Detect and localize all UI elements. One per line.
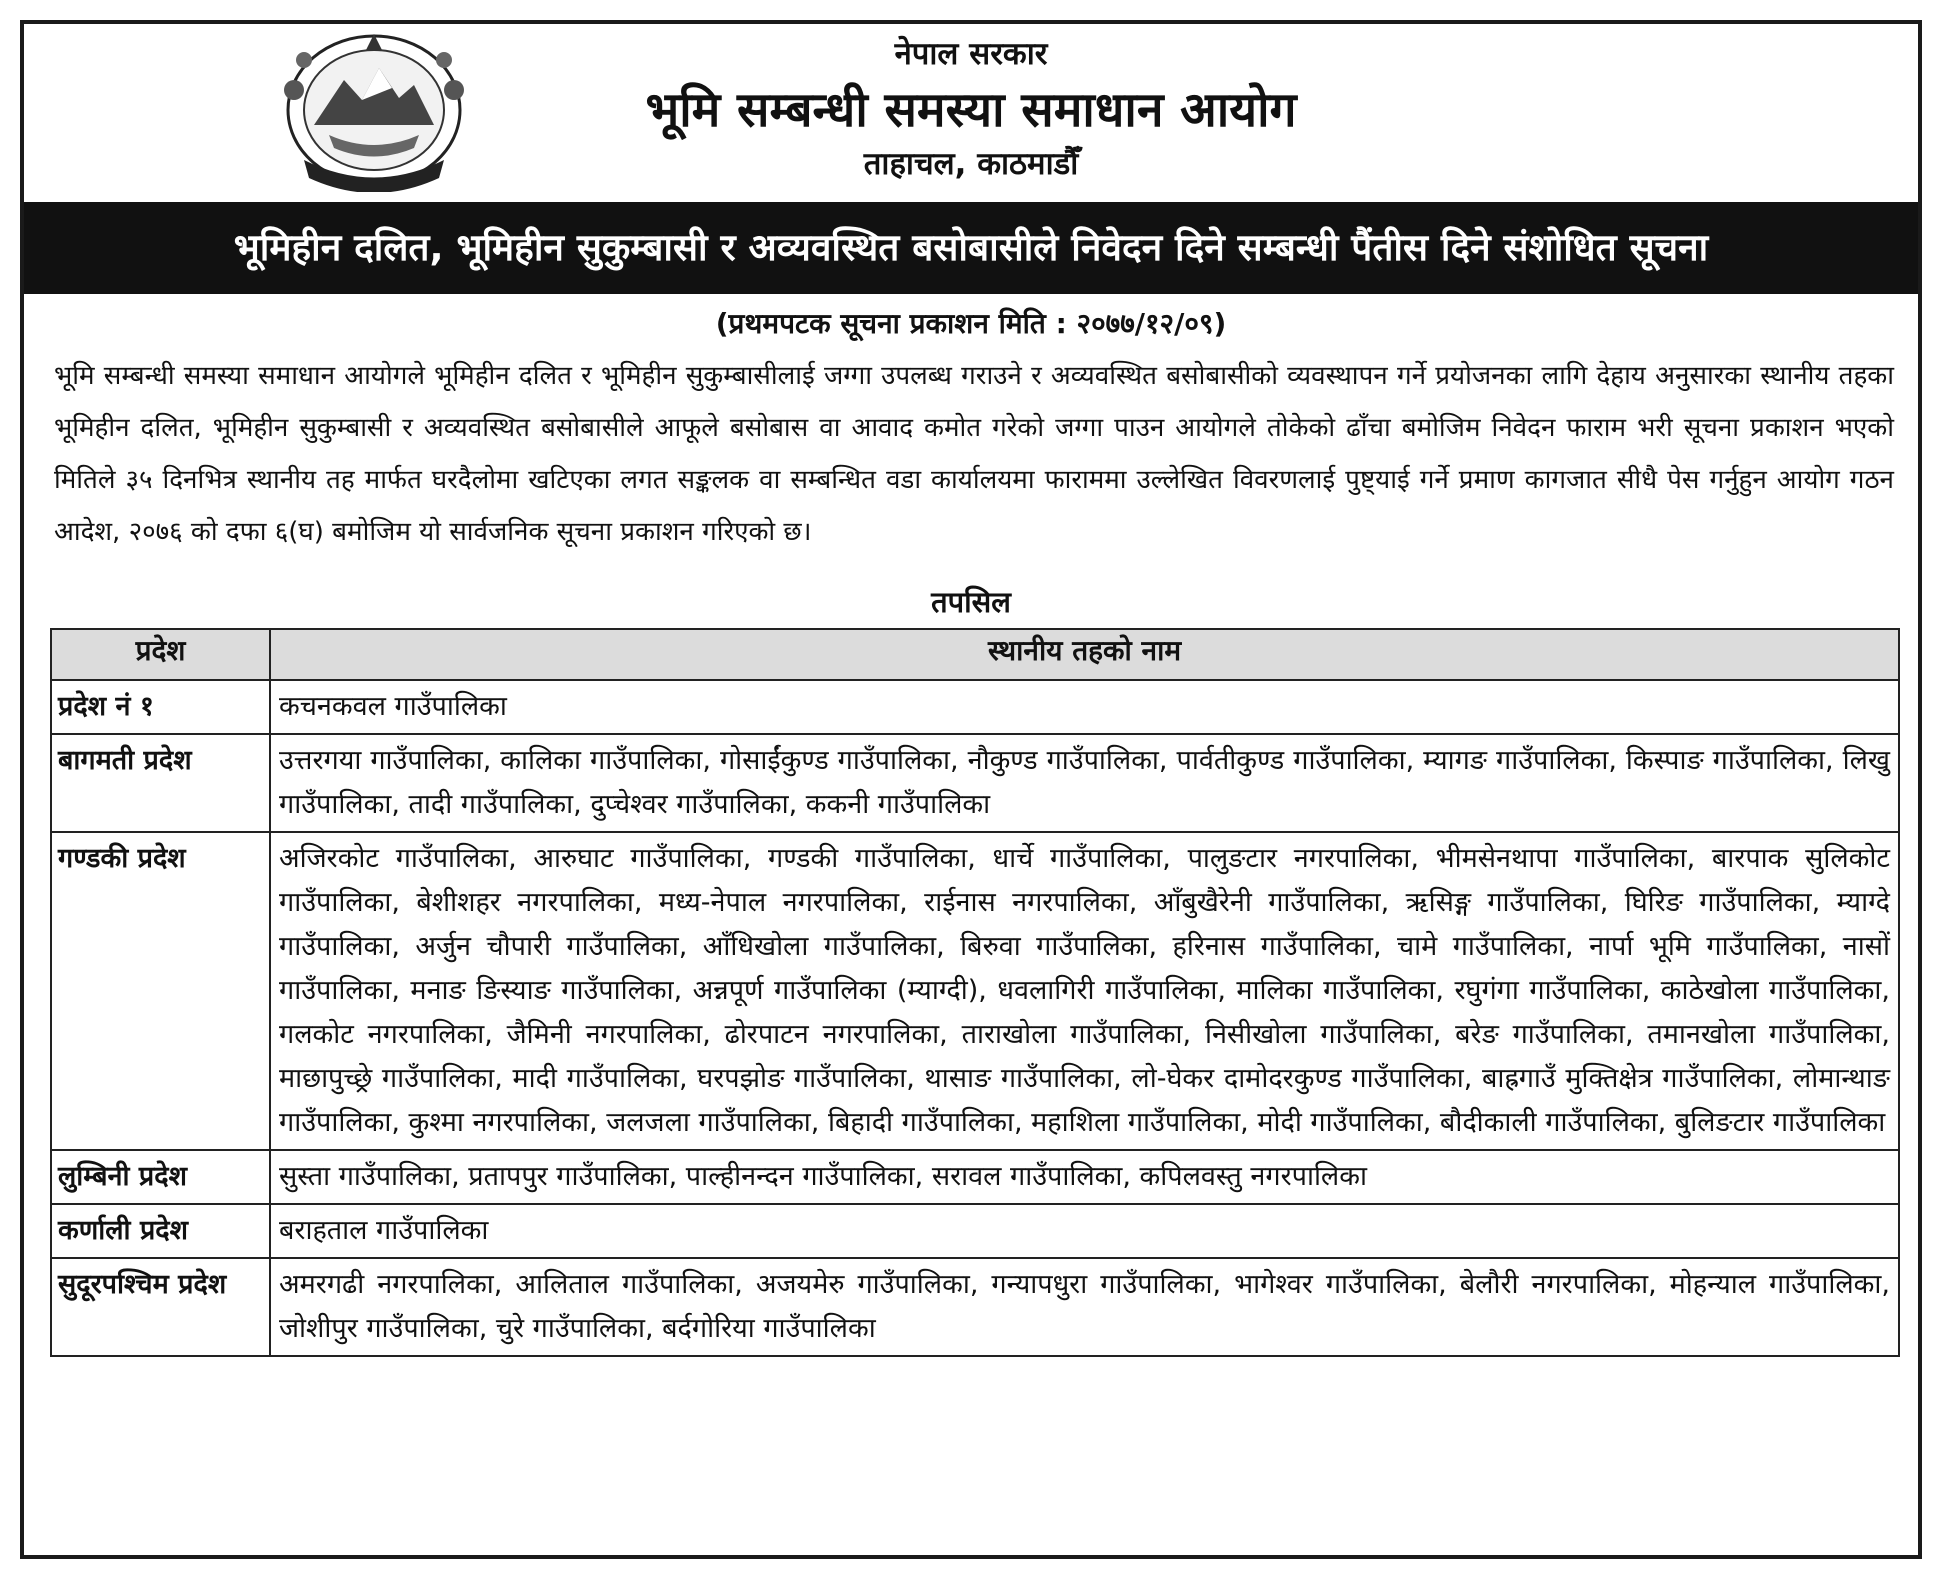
local-levels-cell: कचनकवल गाउँपालिका [270, 680, 1899, 734]
table-row [51, 680, 1899, 734]
province-cell: सुदूरपश्चिम प्रदेश [51, 1258, 270, 1356]
province-column-header: प्रदेश [51, 629, 270, 680]
government-name: नेपाल सरकार [894, 36, 1048, 72]
province-cell: कर्णाली प्रदेश [51, 1204, 270, 1258]
notice-frame [20, 20, 1922, 1559]
local-levels-cell: बराहताल गाउँपालिका [270, 1204, 1899, 1258]
province-cell: लुम्बिनी प्रदेश [51, 1150, 270, 1204]
table-row [51, 1150, 1899, 1204]
first-publication-date: (प्रथमपटक सूचना प्रकाशन मिति : २०७७/१२/०९) [715, 307, 1227, 340]
table-row [51, 734, 1899, 832]
header [24, 24, 1918, 202]
commission-name: भूमि सम्बन्धी समस्या समाधान आयोग [645, 82, 1297, 138]
province-cell: बागमती प्रदेश [51, 734, 270, 832]
local-levels-column-header: स्थानीय तहको नाम [270, 629, 1899, 680]
local-levels-cell: सुस्ता गाउँपालिका, प्रतापपुर गाउँपालिका, पाल्हीनन्दन गाउँपालिका, सरावल गाउँपालिका, कपिलवस्तु नगरपालिका [270, 1150, 1899, 1204]
table-row [51, 1258, 1899, 1356]
table-header-row [51, 629, 1899, 680]
table-row [51, 1204, 1899, 1258]
table-row [51, 832, 1899, 1150]
commission-address: ताहाचल, काठमाडौँ [863, 146, 1079, 182]
local-levels-cell: अजिरकोट गाउँपालिका, आरुघाट गाउँपालिका, गण्डकी गाउँपालिका, धार्चे गाउँपालिका, पालुङटार नगरपालिका, भीमसेनथापा गाउँपालिका, बारपाक सुलिकोट गाउँपालिका, बेशीशहर नगरपालिका, मध्य-नेपाल नगरपालिका, राईनास नगरपालिका, आँबुखैरेनी गाउँपालिका, ऋसिङ्ग गाउँपालिका, घिरिङ गाउँपालिका, म्याग्दे गाउँपालिका, अर्जुन चौपारी गाउँपालिका, आँधिखोला गाउँपालिका, बिरुवा गाउँपालिका, हरिनास गाउँपालिका, चामे गाउँपालिका, नार्पा भूमि गाउँपालिका, नासों गाउँपालिका, मनाङ ङिस्याङ गाउँपालिका, अन्नपूर्ण गाउँपालिका (म्याग्दी), धवलागिरी गाउँपालिका, मालिका गाउँपालिका, रघुगंगा गाउँपालिका, काठेखोला गाउँपालिका, गलकोट नगरपालिका, जैमिनी नगरपालिका, ढोरपाटन नगरपालिका, ताराखोला गाउँपालिका, निसीखोला गाउँपालिका, बरेङ गाउँपालिका, तमानखोला गाउँपालिका, माछापुच्छ्रे गाउँपालिका, मादी गाउँपालिका, घरपझोङ गाउँपालिका, थासाङ गाउँपालिका, लो-घेकर दामोदरकुण्ड गाउँपालिका, बाह्रगाउँ मुक्तिक्षेत्र गाउँपालिका, लोमान्थाङ गाउँपालिका, कुश्मा नगरपालिका, जलजला गाउँपालिका, बिहादी गाउँपालिका, महाशिला गाउँपालिका, मोदी गाउँपालिका, बौदीकाली गाउँपालिका, बुलिङटार गाउँपालिका [270, 832, 1899, 1150]
local-levels-cell: उत्तरगया गाउँपालिका, कालिका गाउँपालिका, गोसाईंकुण्ड गाउँपालिका, नौकुण्ड गाउँपालिका, पार्वतीकुण्ड गाउँपालिका, म्यागङ गाउँपालिका, किस्पाङ गाउँपालिका, लिखु गाउँपालिका, तादी गाउँपालिका, दुप्चेश्वर गाउँपालिका, ककनी गाउँपालिका [270, 734, 1899, 832]
notice-title: भूमिहीन दलित, भूमिहीन सुकुम्बासी र अव्यवस्थित बसोबासीले निवेदन दिने सम्बन्धी पैंतीस दिने संशोधित सूचना [24, 202, 1918, 294]
local-levels-table [50, 628, 1900, 1357]
local-levels-cell: अमरगढी नगरपालिका, आलिताल गाउँपालिका, अजयमेरु गाउँपालिका, गन्यापधुरा गाउँपालिका, भागेश्वर गाउँपालिका, बेलौरी नगरपालिका, मोहन्याल गाउँपालिका, जोशीपुर गाउँपालिका, चुरे गाउँपालिका, बर्दगोरिया गाउँपालिका [270, 1258, 1899, 1356]
province-cell: प्रदेश नं १ [51, 680, 270, 734]
annex-label: तपसिल [931, 585, 1011, 619]
notice-body: भूमि सम्बन्धी समस्या समाधान आयोगले भूमिहीन दलित र भूमिहीन सुकुम्बासीलाई जग्गा उपलब्ध गराउने र अव्यवस्थित बसोबासीको व्यवस्थापन गर्ने प्रयोजनका लागि देहाय अनुसारका स्थानीय तहका भूमिहीन दलित, भूमिहीन सुकुम्बासी र अव्यवस्थित बसोबासीले आफूले बसोबास वा आवाद कमोत गरेको जग्गा पाउन आयोगले तोकेको ढाँचा बमोजिम निवेदन फाराम भरी सूचना प्रकाशन भएको मितिले ३५ दिनभित्र स्थानीय तह मार्फत घरदैलोमा खटिएका लगत सङ्कलक वा सम्बन्धित वडा कार्यालयमा फाराममा उल्लेखित विवरणलाई पुष्ट्याई गर्ने प्रमाण कागजात सीधै पेस गर्नुहुन आयोग गठन आदेश, २०७६ को दफा ६(घ) बमोजिम यो सार्वजनिक सूचना प्रकाशन गरिएको छ। [54, 361, 1894, 547]
province-cell: गण्डकी प्रदेश [51, 832, 270, 1150]
